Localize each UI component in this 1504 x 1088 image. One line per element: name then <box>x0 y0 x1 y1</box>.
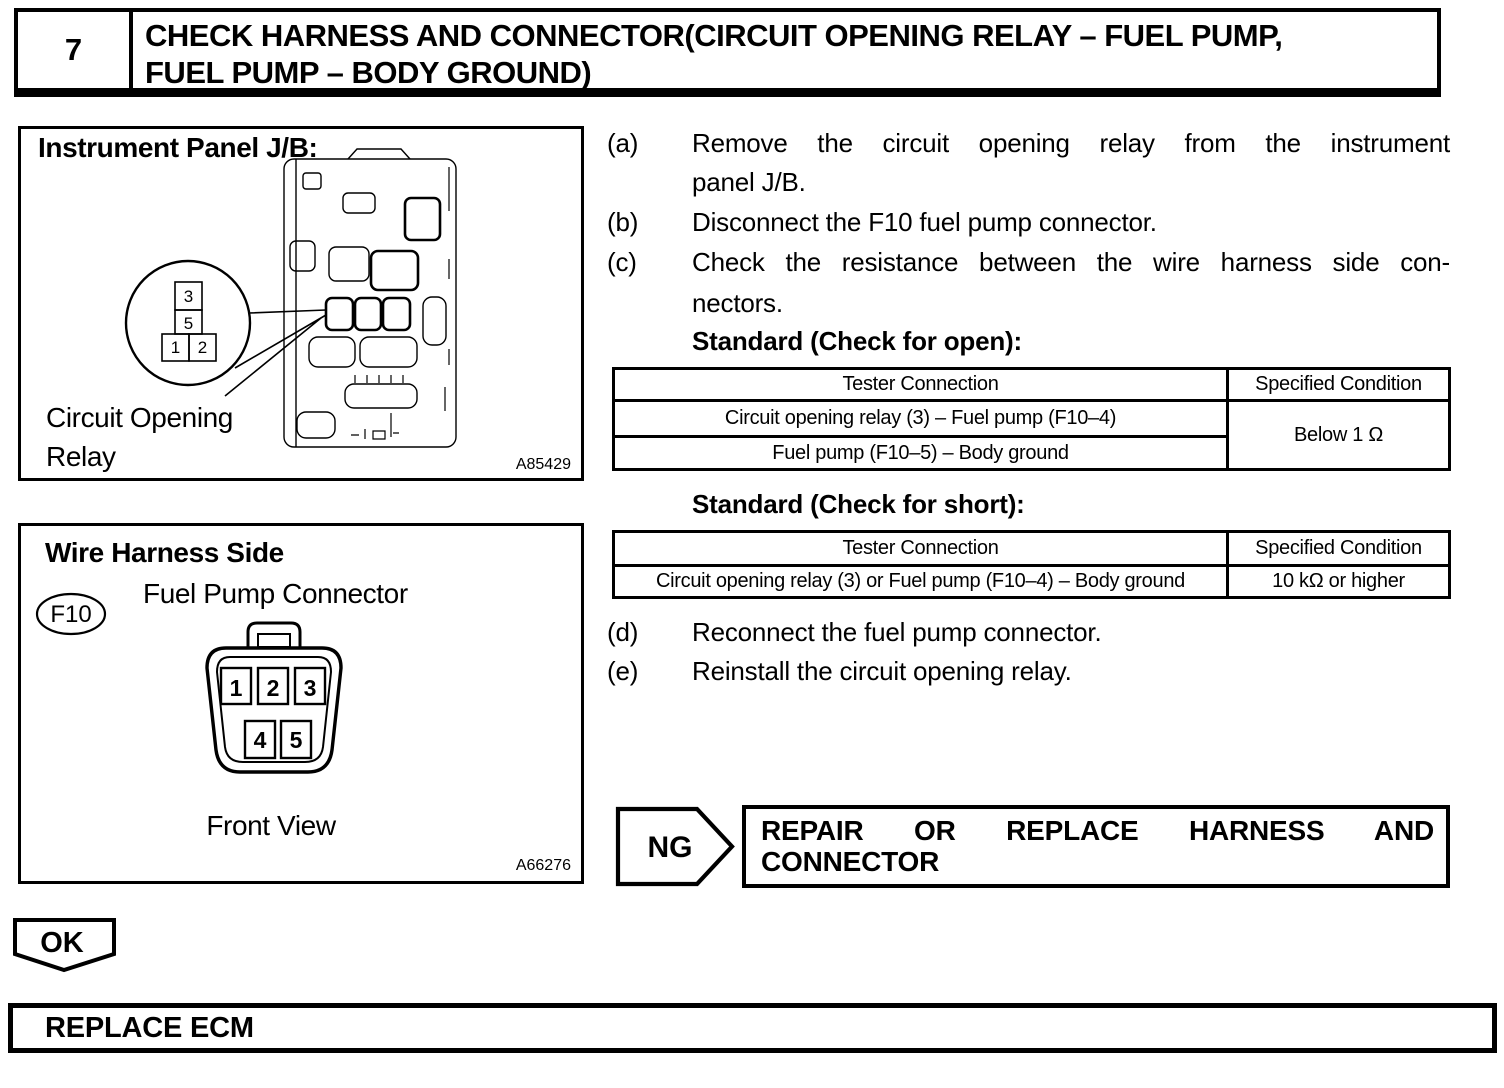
table-row <box>614 401 1450 437</box>
ok-arrow <box>12 916 122 974</box>
table-check-for-short <box>612 530 1451 599</box>
table-row <box>614 566 1450 598</box>
figure-instrument-panel-jb <box>18 126 584 481</box>
step-e-marker: (e) <box>607 656 639 686</box>
col-header-specified-condition: Specified Condition <box>1228 369 1450 401</box>
step-a-marker: (a) <box>607 128 639 158</box>
figure-wire-harness-side <box>18 523 584 884</box>
replace-ecm-box <box>8 1003 1497 1053</box>
open-row1-connection: Circuit opening relay (3) – Fuel pump (F10–4) <box>614 401 1228 437</box>
ok-label: OK <box>40 927 84 959</box>
standard-open-heading: Standard (Check for open): <box>692 326 1022 356</box>
step-title <box>133 12 1282 88</box>
front-view-caption: Front View <box>206 810 336 841</box>
ng-action-line1: REPAIR OR REPLACE HARNESS AND <box>761 815 1434 846</box>
table-check-for-open <box>612 367 1451 471</box>
step-c-line2: nectors. <box>692 288 783 318</box>
step-b-line1: Disconnect the F10 fuel pump connector. <box>692 207 1157 237</box>
step-header <box>14 8 1441 97</box>
standard-short-heading: Standard (Check for short): <box>692 489 1025 519</box>
jb-fuse-cavities <box>290 167 449 439</box>
replace-ecm-label: REPLACE ECM <box>45 1011 254 1044</box>
step-a-line1: Remove the circuit opening relay from the instrument <box>692 128 1450 158</box>
figure-connector-code: A66276 <box>515 857 571 874</box>
connector-pin-3-label: 3 <box>303 675 317 701</box>
callout-lines <box>225 310 326 396</box>
figure-wire-harness-title: Wire Harness Side <box>45 537 284 568</box>
ng-action-line2: CONNECTOR <box>761 846 940 877</box>
short-row1-connection: Circuit opening relay (3) or Fuel pump (F10–4) – Body ground <box>614 566 1228 598</box>
connector-id-label: F10 <box>50 601 92 628</box>
relay-pin-2-label: 2 <box>197 338 208 357</box>
open-row2-connection: Fuel pump (F10–5) – Body ground <box>614 437 1228 470</box>
relay-pin-1-label: 1 <box>170 338 181 357</box>
ng-arrow <box>615 806 737 889</box>
connector-pin-2-label: 2 <box>266 675 280 701</box>
circuit-opening-relay-label-line2: Relay <box>46 441 116 472</box>
table-row <box>614 532 1450 566</box>
step-d-marker: (d) <box>607 617 639 647</box>
step-c-marker: (c) <box>607 247 637 277</box>
relay-pin-5-label: 5 <box>183 314 194 333</box>
connector-pin-4-label: 4 <box>253 727 267 753</box>
fuel-pump-connector-label: Fuel Pump Connector <box>143 578 408 609</box>
step-e-line1: Reinstall the circuit opening relay. <box>692 656 1072 686</box>
relay-pin-3-label: 3 <box>183 287 194 306</box>
circuit-opening-relay-label-line1: Circuit Opening <box>46 402 233 433</box>
step-title-line1: CHECK HARNESS AND CONNECTOR(CIRCUIT OPENING RELAY – FUEL PUMP, <box>145 18 1283 53</box>
connector-pin-1-label: 1 <box>229 675 243 701</box>
step-number: 7 <box>18 12 133 88</box>
connector-lock-tab <box>248 623 300 648</box>
step-b-marker: (b) <box>607 207 639 237</box>
step-a-line2: panel J/B. <box>692 167 806 197</box>
step-title-line2: FUEL PUMP – BODY GROUND) <box>145 55 592 90</box>
short-condition: 10 kΩ or higher <box>1228 566 1450 598</box>
ng-label: NG <box>647 831 693 864</box>
figure-jb-code: A85429 <box>515 456 571 473</box>
col-header-tester-connection: Tester Connection <box>614 369 1228 401</box>
ng-action-box <box>742 805 1450 888</box>
circuit-opening-relay-location <box>326 298 353 330</box>
table-row <box>614 369 1450 401</box>
col-header-specified-condition: Specified Condition <box>1228 532 1450 566</box>
step-c-line1: Check the resistance between the wire harness side con- <box>692 247 1450 277</box>
step-d-line1: Reconnect the fuel pump connector. <box>692 617 1102 647</box>
open-condition: Below 1 Ω <box>1228 401 1450 470</box>
figure-jb-title: Instrument Panel J/B: <box>38 132 318 163</box>
connector-pin-5-label: 5 <box>289 727 303 753</box>
col-header-tester-connection: Tester Connection <box>614 532 1228 566</box>
